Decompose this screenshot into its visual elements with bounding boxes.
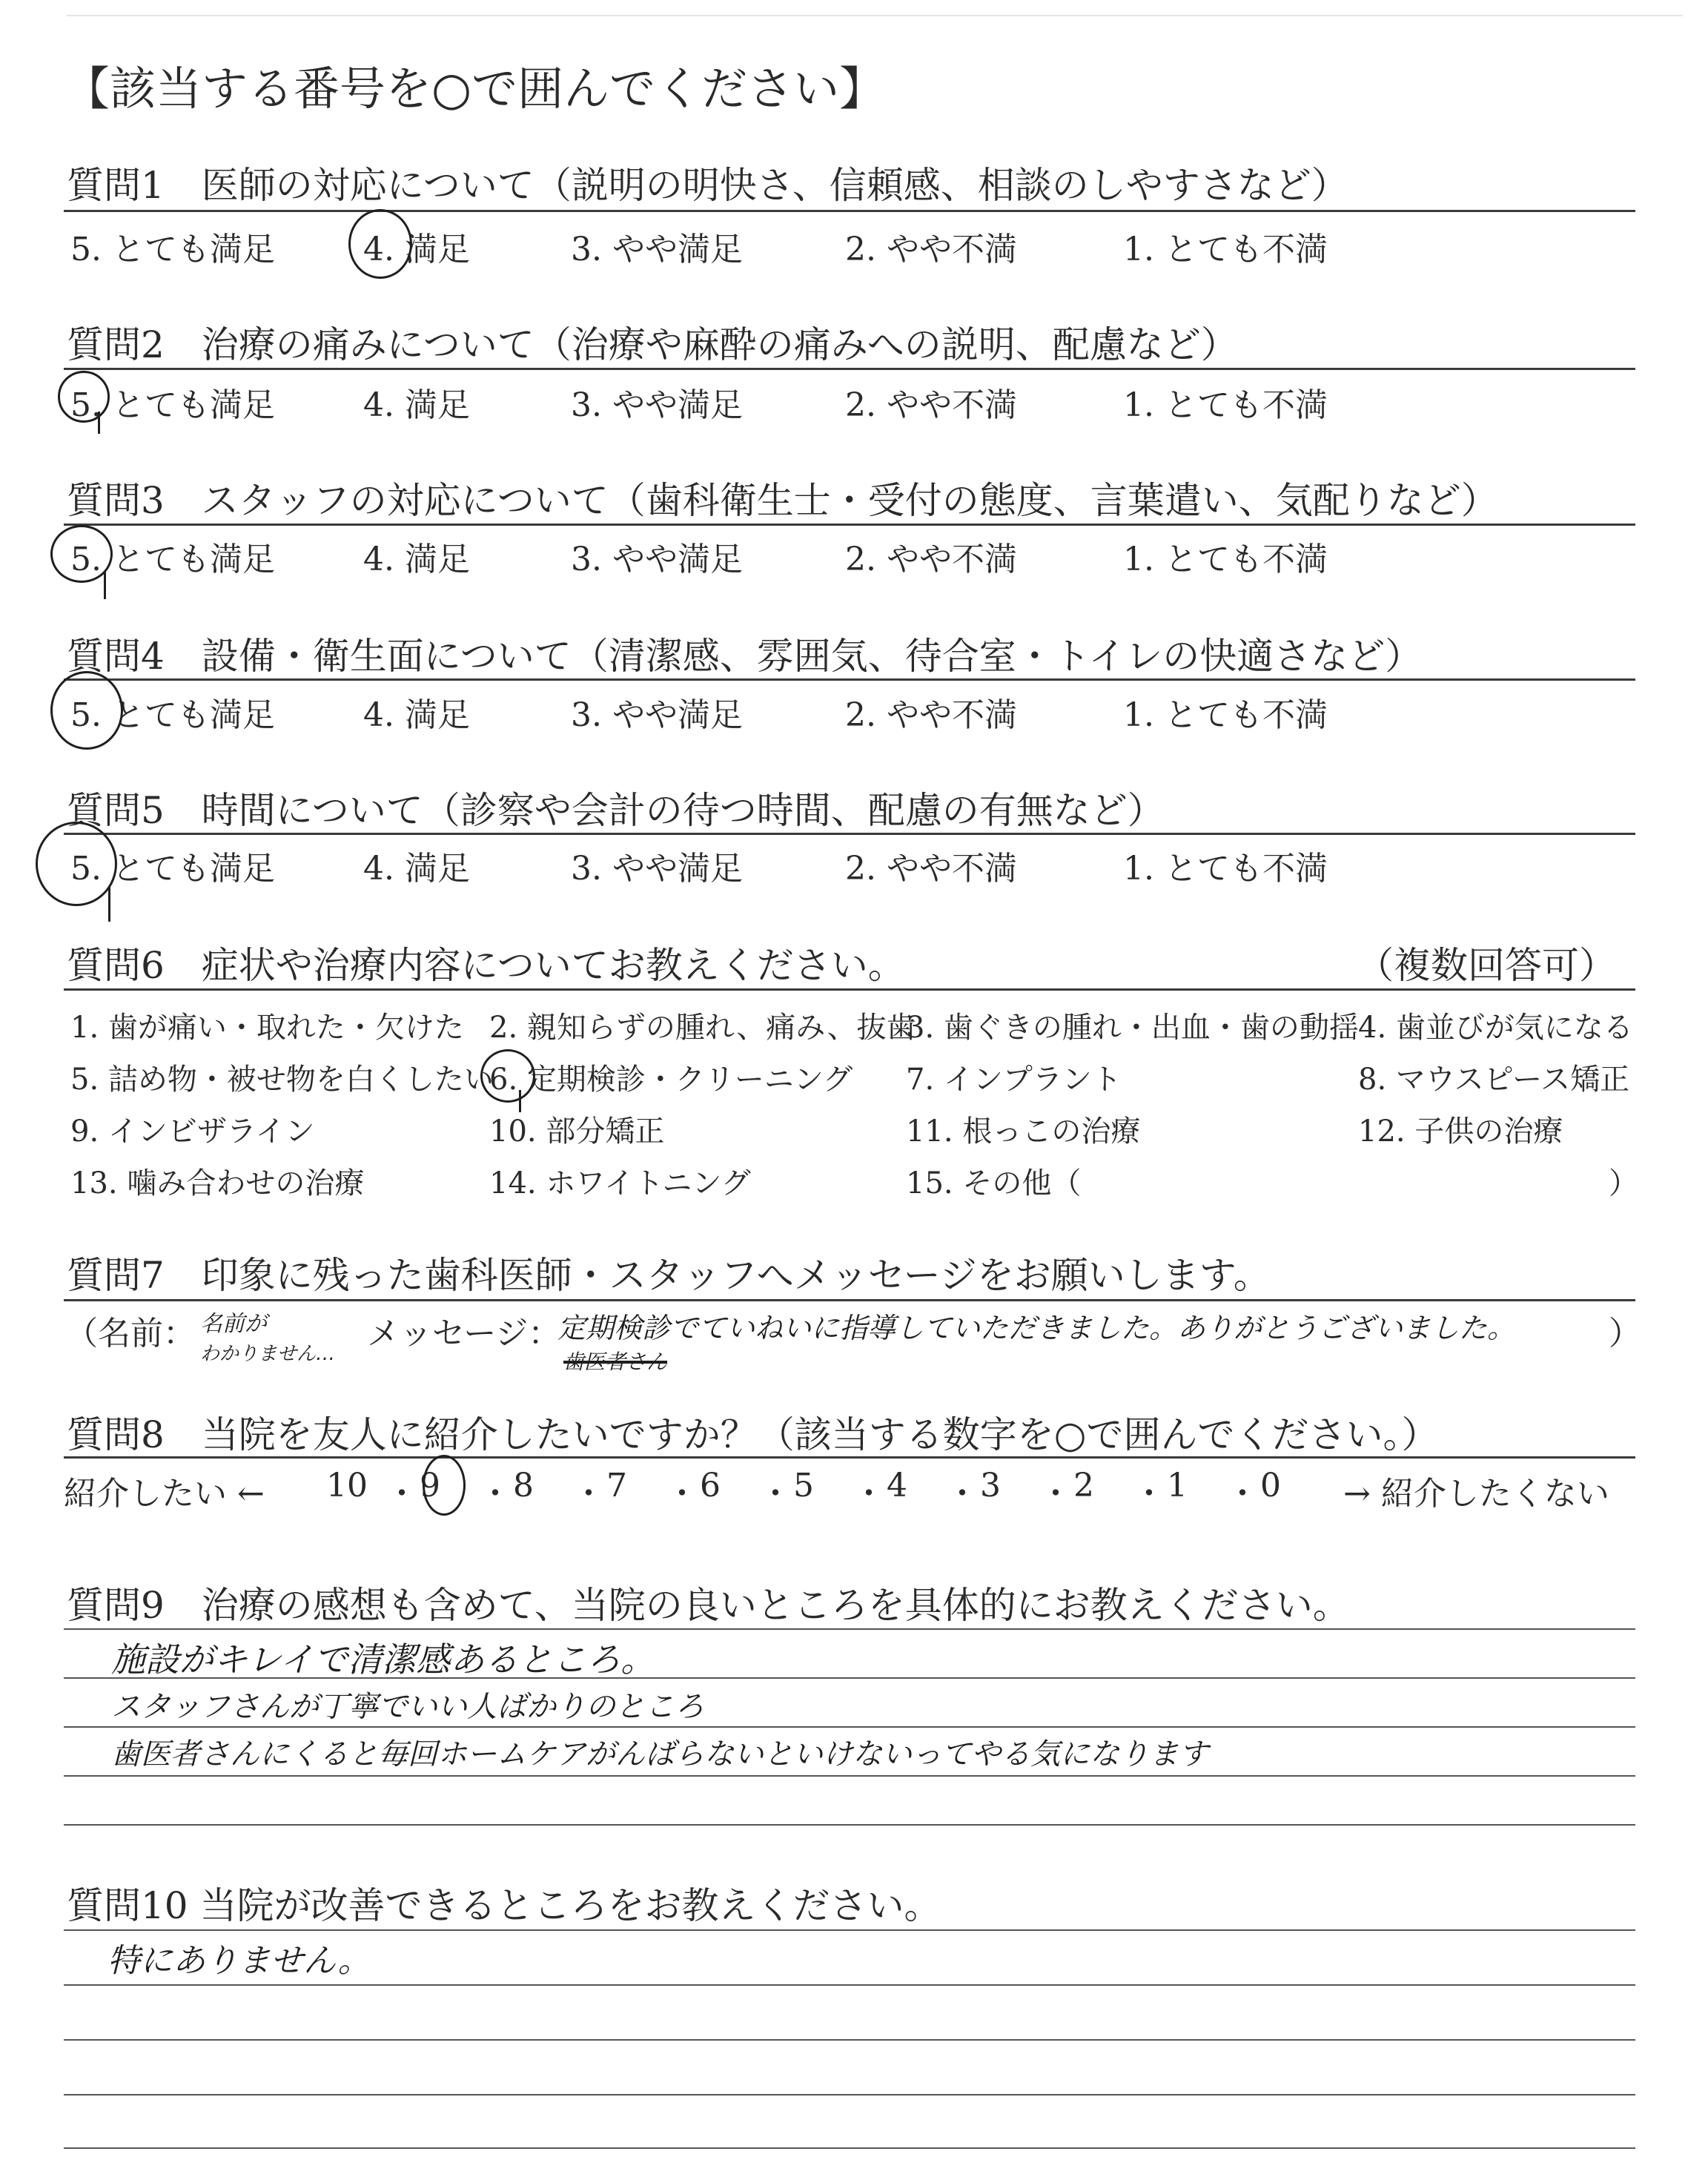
q2-option-5[interactable]: 5. とても満足 (70, 386, 275, 424)
q4-selection-circle (50, 671, 123, 750)
question-4-label: 質問4 設備・衛生面について（清潔感、雰囲気、待合室・トイレの快適さなど） (67, 635, 1423, 678)
q7-close-paren: ） (1609, 1315, 1641, 1353)
question-4-rule (64, 678, 1635, 681)
q9-answer-1[interactable]: 施設がキレイで清潔感あるところ。 (111, 1639, 655, 1680)
q8-right-label: → 紹介したくない (1343, 1475, 1609, 1513)
q6-other-close-paren: ） (1609, 1166, 1638, 1200)
q8-scale-separator: ・ (385, 1475, 418, 1513)
q6-item-5[interactable]: 5. 詰め物・被せ物を白くしたい (70, 1063, 494, 1097)
q8-scale-6[interactable]: 6 (700, 1467, 721, 1505)
q8-scale-9[interactable]: 9 (420, 1467, 440, 1505)
question-9-label: 質問9 治療の感想も含めて、当院の良いところを具体的にお教えください。 (67, 1584, 1350, 1627)
q8-scale-separator: ・ (759, 1475, 792, 1513)
q6-item-14[interactable]: 14. ホワイトニング (489, 1166, 751, 1200)
q6-item-10[interactable]: 10. 部分矯正 (489, 1114, 665, 1149)
q9-line-5 (64, 1824, 1635, 1826)
q8-scale-3[interactable]: 3 (980, 1467, 1001, 1505)
q1-option-1[interactable]: 1. とても不満 (1123, 231, 1328, 268)
q10-line-3 (64, 2039, 1635, 2041)
question-8-label: 質問8 当院を友人に紹介したいですか？（該当する数字を○で囲んでください。） (67, 1413, 1439, 1456)
q8-scale-separator: ・ (1226, 1475, 1259, 1513)
q2-option-2[interactable]: 2. やや不満 (845, 386, 1017, 424)
q1-option-2[interactable]: 2. やや不満 (845, 231, 1017, 268)
question-10-label: 質問10 当院が改善できるところをお教えください。 (67, 1884, 941, 1927)
q10-line-1 (64, 1929, 1635, 1931)
q8-scale-2[interactable]: 2 (1073, 1467, 1094, 1505)
q10-line-2 (64, 1984, 1635, 1986)
question-7-rule (64, 1299, 1635, 1301)
q8-scale-separator: ・ (853, 1475, 885, 1513)
question-1-rule (64, 210, 1635, 212)
question-3-label: 質問3 スタッフの対応について（歯科衛生士・受付の態度、言葉遣い、気配りなど） (67, 479, 1498, 522)
q4-option-2[interactable]: 2. やや不満 (845, 696, 1017, 734)
q6-selection-circle (480, 1049, 535, 1103)
q3-option-4[interactable]: 4. 満足 (363, 541, 470, 578)
q4-option-3[interactable]: 3. やや満足 (571, 696, 743, 734)
q7-message-label: メッセージ： (367, 1315, 561, 1353)
page-title: 【該当する番号を○で囲んでください】 (64, 62, 886, 116)
q2-option-3[interactable]: 3. やや満足 (571, 386, 743, 424)
q1-option-3[interactable]: 3. やや満足 (571, 231, 743, 268)
q8-scale-10[interactable]: 10 (326, 1467, 368, 1505)
question-6-note: （複数回答可） (1357, 944, 1616, 987)
q2-option-1[interactable]: 1. とても不満 (1123, 386, 1328, 424)
question-2-rule (64, 368, 1635, 370)
q8-scale-8[interactable]: 8 (513, 1467, 534, 1505)
q4-option-5[interactable]: 5. とても満足 (70, 696, 275, 734)
q8-scale-5[interactable]: 5 (793, 1467, 814, 1505)
q6-item-15[interactable]: 15. その他（ (906, 1166, 1082, 1200)
question-6-label: 質問6 症状や治療内容についてお教えください。 (67, 944, 905, 987)
question-3-rule (64, 524, 1635, 526)
q6-item-7[interactable]: 7. インプラント (906, 1063, 1122, 1097)
q8-scale-separator: ・ (946, 1475, 979, 1513)
question-6-rule (64, 988, 1635, 991)
q1-selection-circle (348, 209, 412, 279)
q6-item-2[interactable]: 2. 親知らずの腫れ、痛み、抜歯 (489, 1011, 916, 1045)
q7-name-value-line2[interactable]: わかりません… (200, 1343, 336, 1365)
q8-scale-7[interactable]: 7 (606, 1467, 627, 1505)
q8-selection-circle (423, 1455, 466, 1516)
q7-message-value[interactable]: 定期検診でていねいに指導していただきました。ありがとうございました。 (557, 1312, 1516, 1344)
question-8-rule (64, 1456, 1635, 1459)
q8-scale-separator: ・ (666, 1475, 698, 1513)
q5-circle-tail (108, 886, 110, 922)
q8-scale-4[interactable]: 4 (887, 1467, 907, 1505)
q9-answer-2[interactable]: スタッフさんが丁寧でいい人ばかりのところ (111, 1690, 704, 1724)
q10-line-4 (64, 2094, 1635, 2095)
q9-line-3 (64, 1726, 1635, 1728)
q6-circle-tail (519, 1090, 521, 1112)
q5-option-4[interactable]: 4. 満足 (363, 850, 470, 888)
q6-item-8[interactable]: 8. マウスピース矯正 (1358, 1063, 1630, 1097)
q2-circle-tail (98, 412, 100, 434)
q7-struck-text: 歯医者さん (563, 1350, 668, 1374)
q6-item-13[interactable]: 13. 噛み合わせの治療 (70, 1166, 365, 1200)
q3-option-1[interactable]: 1. とても不満 (1123, 541, 1328, 578)
q5-option-2[interactable]: 2. やや不満 (845, 850, 1017, 888)
q9-line-4 (64, 1775, 1635, 1777)
q6-item-3[interactable]: 3. 歯ぐきの腫れ・出血・歯の動揺 (906, 1011, 1359, 1045)
q8-scale-separator: ・ (572, 1475, 605, 1513)
q9-line-1 (64, 1628, 1635, 1630)
q2-option-4[interactable]: 4. 満足 (363, 386, 470, 424)
q8-scale-separator: ・ (479, 1475, 512, 1513)
q6-item-6[interactable]: 6. 定期検診・クリーニング (489, 1063, 853, 1097)
question-1-label: 質問1 医師の対応について（説明の明快さ、信頼感、相談のしやすさなど） (67, 164, 1348, 207)
question-7-label: 質問7 印象に残った歯科医師・スタッフへメッセージをお願いします。 (67, 1254, 1271, 1297)
q5-option-1[interactable]: 1. とても不満 (1123, 850, 1328, 888)
question-5-rule (64, 833, 1635, 835)
q9-answer-3[interactable]: 歯医者さんにくると毎回ホームケアがんばらないといけないってやる気になります (111, 1737, 1208, 1771)
q6-item-11[interactable]: 11. 根っこの治療 (906, 1114, 1141, 1149)
q1-option-5[interactable]: 5. とても満足 (70, 231, 275, 268)
q8-scale-0[interactable]: 0 (1260, 1467, 1281, 1505)
q8-scale-separator: ・ (1133, 1475, 1165, 1513)
q7-name-label: （名前： (65, 1315, 196, 1353)
q3-option-2[interactable]: 2. やや不満 (845, 541, 1017, 578)
q6-item-12[interactable]: 12. 子供の治療 (1358, 1114, 1563, 1149)
question-2-label: 質問2 治療の痛みについて（治療や麻酔の痛みへの説明、配慮など） (67, 323, 1238, 366)
q6-item-4[interactable]: 4. 歯並びが気になる (1358, 1011, 1633, 1045)
q10-line-5 (64, 2147, 1635, 2149)
q5-selection-circle (36, 822, 117, 906)
top-border (67, 15, 1683, 16)
q1-option-4[interactable]: 4. 満足 (363, 231, 470, 268)
q3-circle-tail (104, 571, 106, 599)
q10-answer-1[interactable]: 特にありません。 (107, 1942, 371, 1980)
q8-scale-1[interactable]: 1 (1167, 1467, 1188, 1505)
q5-option-5[interactable]: 5. とても満足 (70, 850, 275, 888)
q8-left-label: 紹介したい ← (64, 1475, 265, 1513)
q4-option-1[interactable]: 1. とても不満 (1123, 696, 1328, 734)
q6-item-1[interactable]: 1. 歯が痛い・取れた・欠けた (70, 1011, 464, 1045)
q3-option-5[interactable]: 5. とても満足 (70, 541, 275, 578)
q5-option-3[interactable]: 3. やや満足 (571, 850, 743, 888)
question-5-label: 質問5 時間について（診察や会計の待つ時間、配慮の有無など） (67, 789, 1165, 832)
q6-item-9[interactable]: 9. インビザライン (70, 1114, 315, 1149)
q7-name-value-line1[interactable]: 名前が (200, 1311, 267, 1337)
q8-scale-separator: ・ (1039, 1475, 1072, 1513)
q2-selection-circle (58, 371, 110, 423)
q3-option-3[interactable]: 3. やや満足 (571, 541, 743, 578)
q4-option-4[interactable]: 4. 満足 (363, 696, 470, 734)
